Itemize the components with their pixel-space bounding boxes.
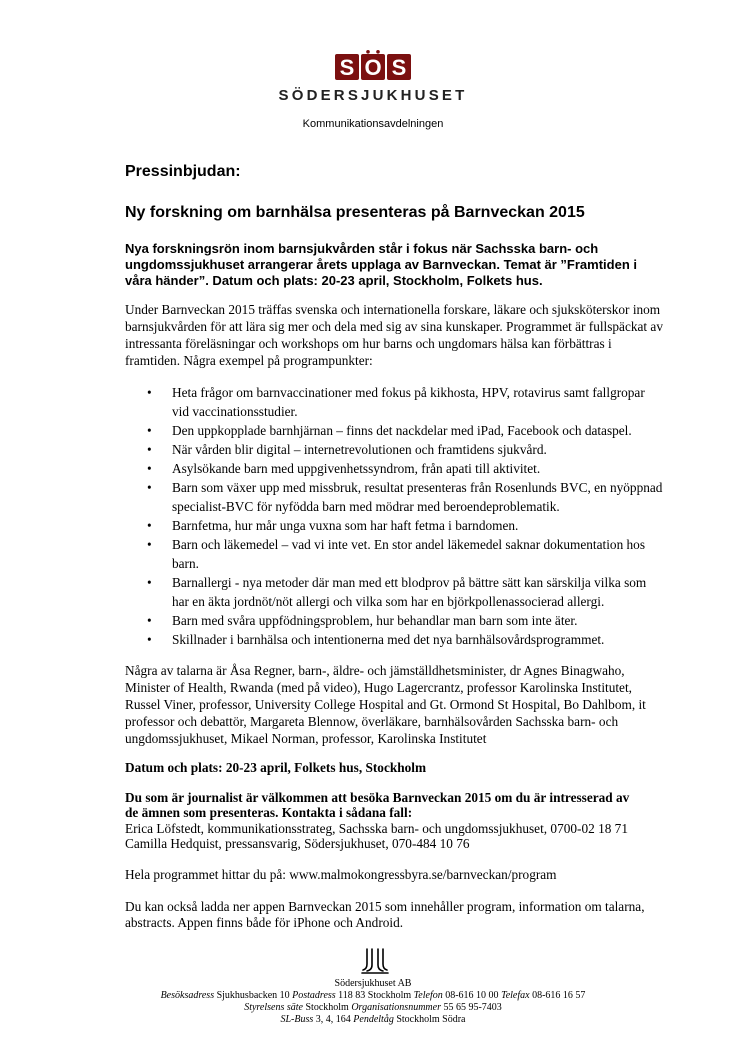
list-item: • Asylsökande barn med uppgivenhetssyndrom, från apati till aktivitet. — [147, 461, 541, 476]
contact-line: Camilla Hedquist, pressansvarig, Södersjukhuset, 070-484 10 76 — [125, 836, 470, 851]
press-title: Ny forskning om barnhälsa presenteras på Barnveckan 2015 — [125, 204, 585, 221]
department-name: Kommunikationsavdelningen — [302, 118, 444, 130]
press-heading: Pressinbjudan: — [125, 163, 241, 180]
program-link-line: Hela programmet hittar du på: www.malmokongressbyra.se/barnveckan/program — [125, 867, 557, 882]
app-paragraph: Du kan också ladda ner appen Barnveckan 2015 som innehåller program, information om talarna, abstracts. Appen finns både för iPhone och Android. — [125, 899, 645, 930]
program-bullet-list — [125, 383, 665, 649]
list-item: • Barn som växer upp med missbruk, resultat presenteras från Rosenlunds BVC, en nyöppnad specialist-BVC för nyfödda barn med mödrar med beroendeproblematik. — [147, 480, 663, 514]
logo-wordmark: SÖDERSJUKHUSET — [278, 87, 468, 104]
bullet-icon: • — [147, 613, 152, 628]
speakers-paragraph: Några av talarna är Åsa Regner, barn-, äldre- och jämställdhetsminister, dr Agnes Binagwaho, Minister of Health, Rwanda (med på video), Hugo Lagercrantz, professor Karolinska Institutet, Russel Viner, professor, University College Hospital and Gt. Ormond St Hospital, Bo Dahlbom, it professor och debattör, Margareta Blennow, överläkare, barnhälsovården Sachsska barn- och ungdomssjukhuset, Mikael Norman, professor, Karolinska Institutet — [125, 663, 646, 746]
footer-org-line: Styrelsens säte Stockholm Organisationsnummer 55 65 95-7403 — [244, 1002, 502, 1013]
list-item: • Barn och läkemedel – vad vi inte vet. En stor andel läkemedel saknar dokumentation hos barn. — [147, 537, 646, 571]
bullet-icon: • — [147, 442, 152, 457]
list-item: • Barn med svåra uppfödningsproblem, hur behandlar man barn som inte äter. — [147, 613, 578, 628]
bullet-icon: • — [147, 575, 152, 590]
date-and-place: Datum och plats: 20-23 april, Folkets hus, Stockholm — [125, 760, 427, 775]
journalist-invitation: Du som är journalist är välkommen att besöka Barnveckan 2015 om du är intresserad av de ämnen som presenteras. Kontakta i sådana fall: — [125, 790, 630, 820]
sodersjukhuset-footer-logo — [361, 948, 389, 974]
bullet-icon: • — [147, 480, 152, 495]
logo-letter-3: S — [391, 55, 407, 80]
footer-transport-line: SL-Buss 3, 4, 164 Pendeltåg Stockholm Södra — [280, 1014, 466, 1025]
list-item: • Barnfetma, hur mår unga vuxna som har haft fetma i barndomen. — [147, 518, 519, 533]
bullet-icon: • — [147, 632, 152, 647]
bullet-icon: • — [147, 537, 152, 552]
sos-logo — [335, 50, 411, 80]
bullet-icon: • — [147, 423, 152, 438]
list-item: • Den uppkopplade barnhjärnan – finns det nackdelar med iPad, Facebook och dataspel. — [147, 423, 632, 438]
list-item: • Heta frågor om barnvaccinationer med fokus på kikhosta, HPV, rotavirus samt fallgropar vid vaccinationsstudier. — [147, 385, 645, 419]
footer-address-line: Besöksadress Sjukhusbacken 10 Postadress 118 83 Stockholm Telefon 08-616 10 00 Telefax 08-616 16 57 — [160, 990, 586, 1001]
contact-line: Erica Löfstedt, kommunikationsstrateg, Sachsska barn- och ungdomssjukhuset, 0700-02 18 71 — [125, 821, 628, 836]
footer-company: Södersjukhuset AB — [334, 978, 412, 989]
list-item: • När vården blir digital – internetrevolutionen och framtidens sjukvård. — [147, 442, 547, 457]
bullet-icon: • — [147, 461, 152, 476]
bullet-icon: • — [147, 385, 152, 400]
contact-list — [125, 821, 628, 851]
list-item: • Skillnader i barnhälsa och intentionerna med det nya barnhälsovårdsprogrammet. — [147, 632, 605, 647]
logo-letter-2: O — [364, 55, 382, 80]
lead-paragraph: Nya forskningsrön inom barnsjukvården står i fokus när Sachsska barn- och ungdomssjukhuset arrangerar årets upplaga av Barnveckan. Temat är ”Framtiden i våra händer”. Datum och plats: 20-23 april, Stockholm, Folkets hus. — [125, 241, 637, 288]
list-item: • Barnallergi - nya metoder där man med ett blodprov på bättre sätt kan särskilja vilka som har en äkta jordnöt/nöt allergi och vilka som har en björkpollenassocierad allergi. — [147, 575, 647, 609]
logo-letter-1: S — [339, 55, 355, 80]
bullet-icon: • — [147, 518, 152, 533]
intro-paragraph: Under Barnveckan 2015 träffas svenska och internationella forskare, läkare och sjuksköterskor inom barnsjukvården för att lära sig mer och dela med sig av sina kunskaper. Programmet är fullspäckat av intressanta föreläsningar och workshops om hur barns och ungdomars hälsa kan förbättras i framtiden. Några exempel på programpunkter: — [125, 302, 663, 368]
